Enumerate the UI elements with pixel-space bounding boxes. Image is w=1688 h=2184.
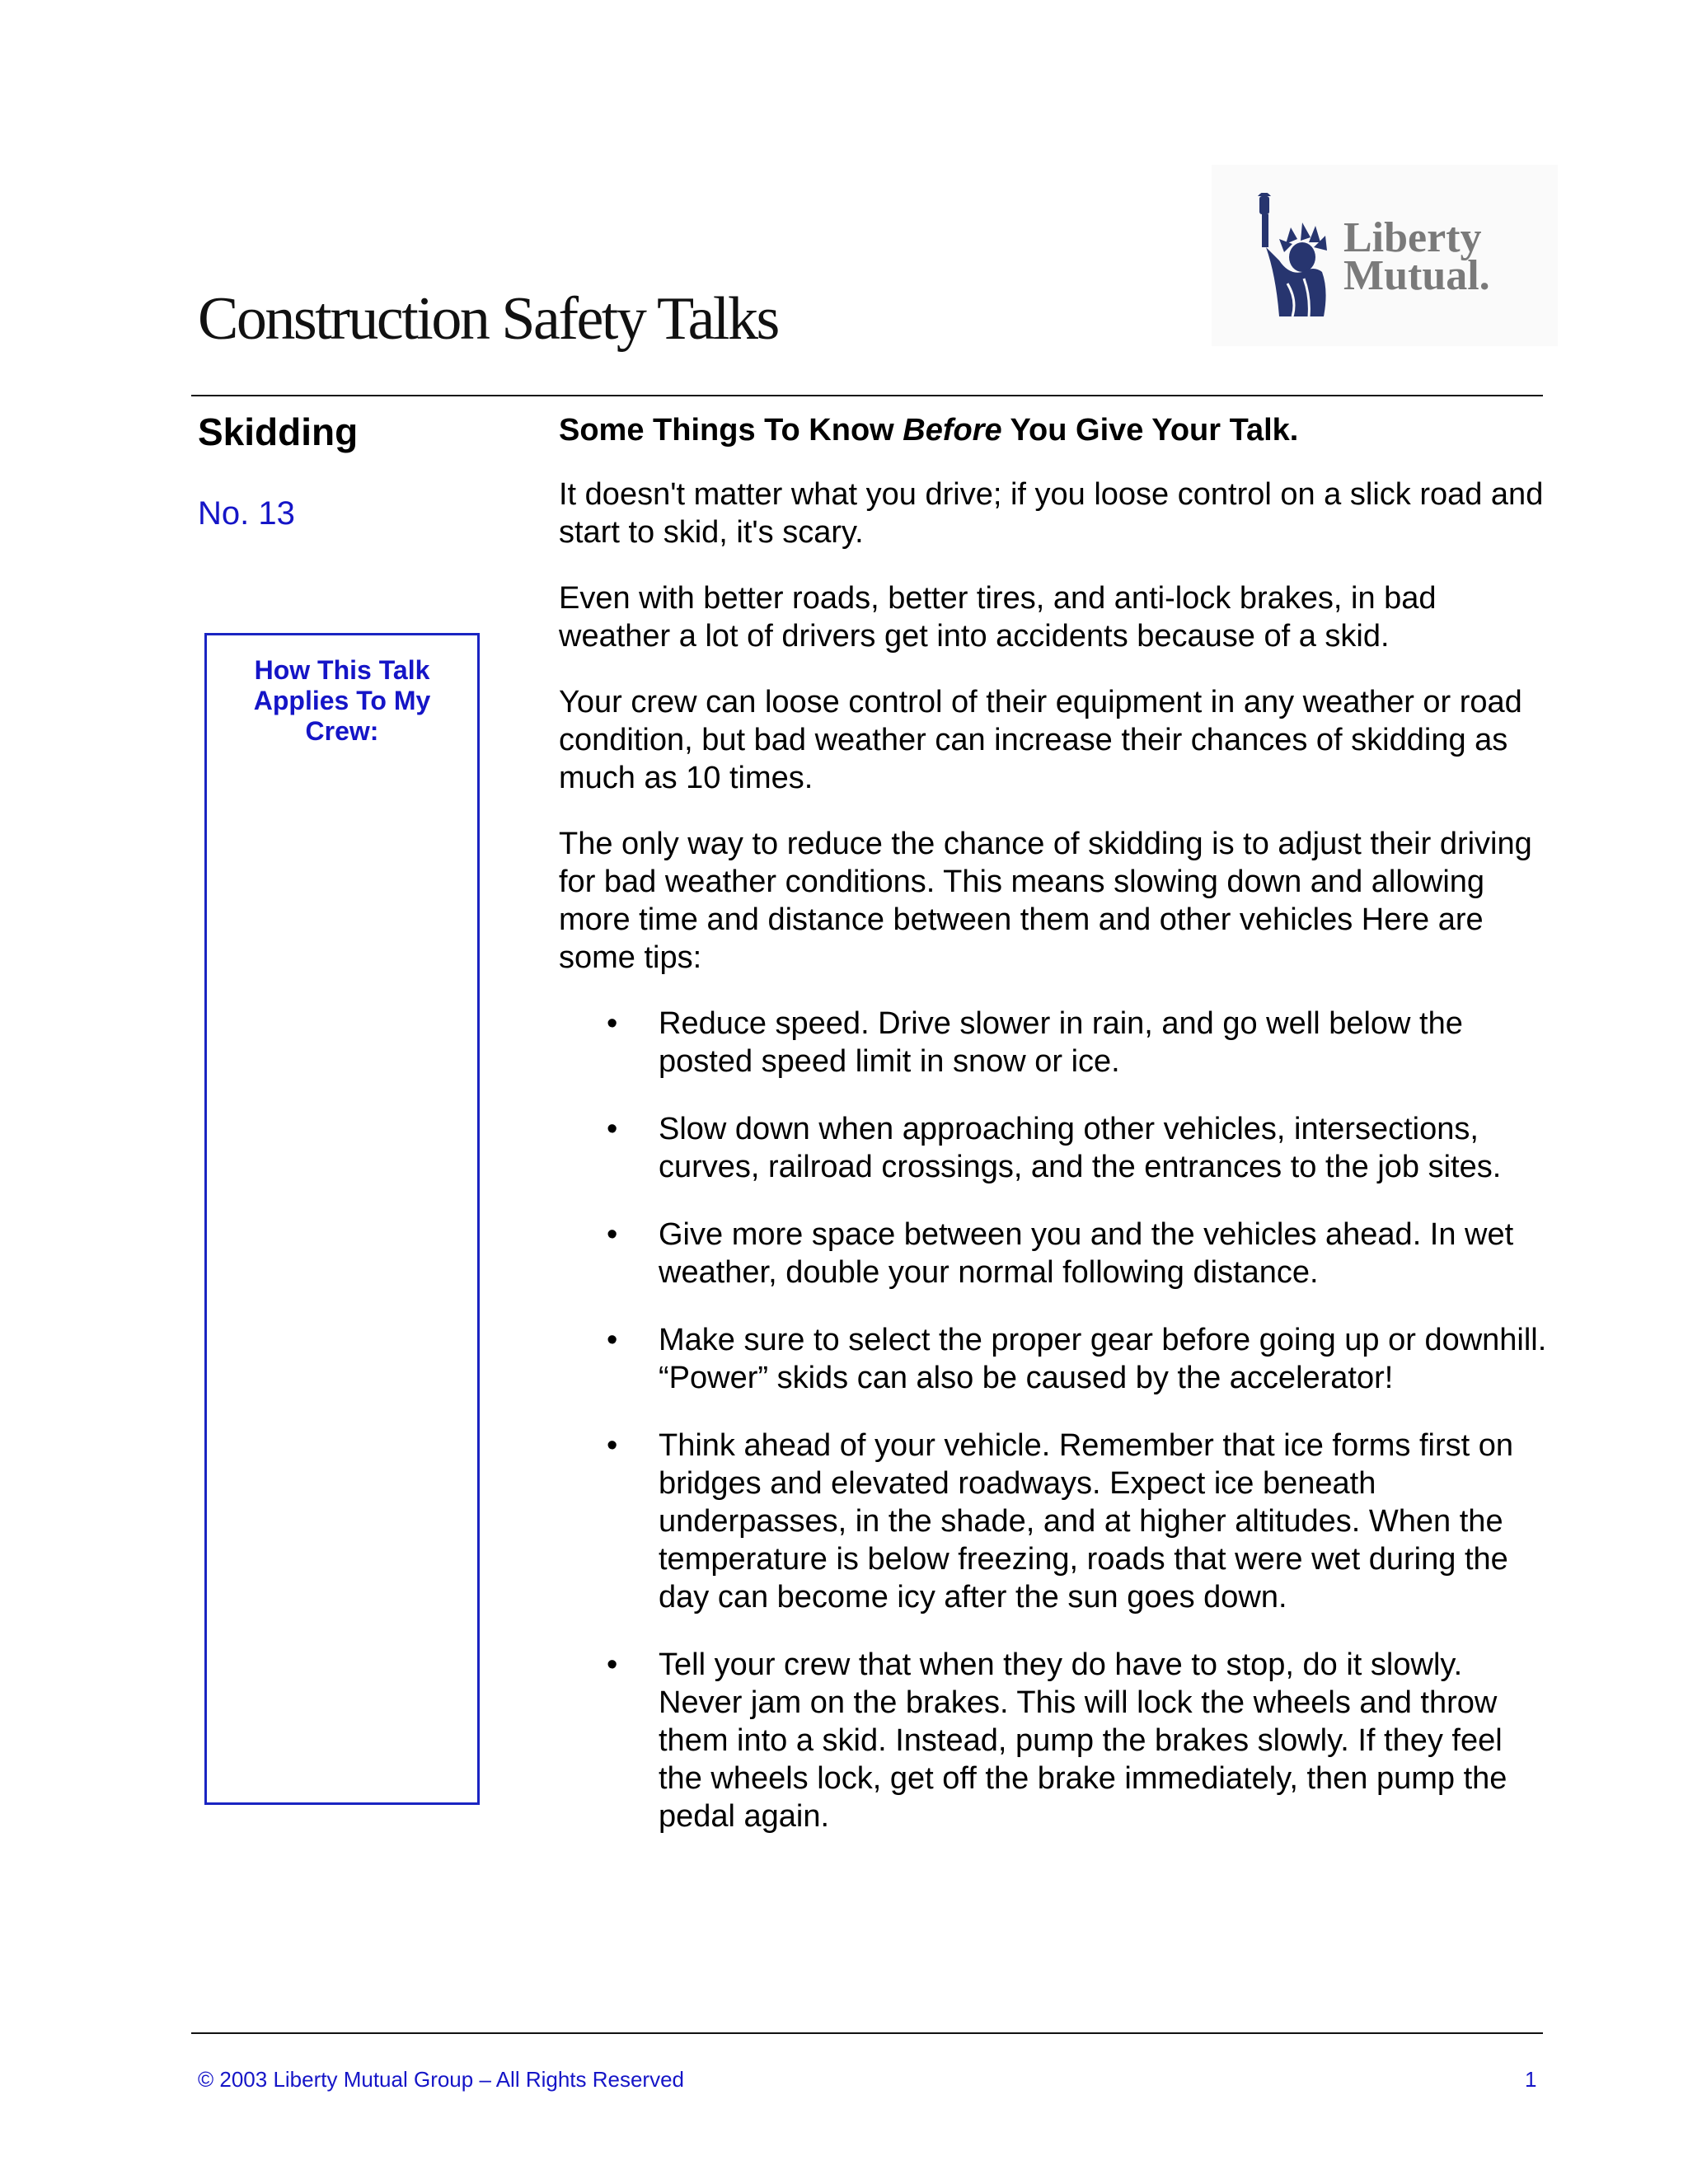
tip-text: Reduce speed. Drive slower in rain, and go well below the posted speed limit in snow or ice.	[659, 1006, 1463, 1079]
bullet-icon: •	[607, 1217, 618, 1252]
logo-line-2: Mutual.	[1343, 252, 1490, 299]
tip-item	[559, 1110, 1548, 1186]
statue-of-liberty-icon	[1243, 193, 1342, 325]
paragraph: It doesn't matter what you drive; if you loose control on a slick road and start to skid, it's scary.	[559, 477, 1544, 550]
bullet-icon: •	[607, 1006, 618, 1041]
tip-item	[559, 1646, 1548, 1835]
page-number: 1	[1525, 2067, 1537, 2092]
bullet-icon: •	[607, 1647, 618, 1682]
bullet-icon: •	[607, 1323, 618, 1357]
footer-divider	[191, 2032, 1543, 2034]
crew-notes-box	[204, 633, 480, 1805]
tip-text: Give more space between you and the vehicles ahead. In wet weather, double your normal following distance.	[659, 1217, 1514, 1290]
talk-title: Skidding	[198, 410, 359, 453]
tip-text: Think ahead of your vehicle. Remember that ice forms first on bridges and elevated roadways. Expect ice beneath underpasses, in the shade, and at higher altitudes. When the temperature is below freezing, roads that were wet during the day can become icy after the sun goes down.	[659, 1428, 1514, 1615]
tips-list	[559, 1005, 1548, 1835]
copyright-notice: © 2003 Liberty Mutual Group – All Rights Reserved	[198, 2067, 685, 2092]
tip-item	[559, 1005, 1548, 1080]
talk-content	[559, 411, 1548, 1865]
header-divider	[191, 395, 1543, 396]
tip-text: Make sure to select the proper gear before going up or downhill. “Power” skids can also be caused by the accelerator!	[659, 1323, 1547, 1395]
crew-notes-label: How This Talk Applies To My Crew:	[253, 655, 431, 746]
bullet-icon: •	[607, 1112, 618, 1146]
tip-item	[559, 1427, 1548, 1616]
heading-emphasis: Before	[903, 413, 1002, 448]
page-title: Construction Safety Talks	[198, 285, 778, 353]
heading-text-start: Some Things To Know	[559, 413, 903, 448]
paragraph: Your crew can loose control of their equipment in any weather or road condition, but bad weather can increase their chances of skidding as much as 10 times.	[559, 685, 1522, 795]
section-heading	[559, 411, 1548, 449]
bullet-icon: •	[607, 1428, 618, 1463]
paragraph: The only way to reduce the chance of skidding is to adjust their driving for bad weather conditions. This means slowing down and allowing more time and distance between them and other vehicles Here are some tips:	[559, 827, 1532, 975]
tip-text: Tell your crew that when they do have to stop, do it slowly. Never jam on the brakes. This will lock the wheels and throw them into a skid. Instead, pump the brakes slowly. If they feel the wheels lock, get off the brake immediately, then pump the pedal again.	[659, 1647, 1507, 1834]
logo	[1212, 165, 1558, 346]
tip-text: Slow down when approaching other vehicles, intersections, curves, railroad crossings, and the entrances to the job sites.	[659, 1112, 1502, 1184]
logo-wordmark	[1343, 214, 1490, 299]
talk-number: No. 13	[198, 495, 295, 532]
tip-item	[559, 1216, 1548, 1291]
heading-text-end: You Give Your Talk.	[1001, 413, 1299, 448]
tip-item	[559, 1321, 1548, 1397]
paragraph: Even with better roads, better tires, and anti-lock brakes, in bad weather a lot of drivers get into accidents because of a skid.	[559, 581, 1437, 654]
logo-line-1: Liberty	[1343, 214, 1482, 261]
